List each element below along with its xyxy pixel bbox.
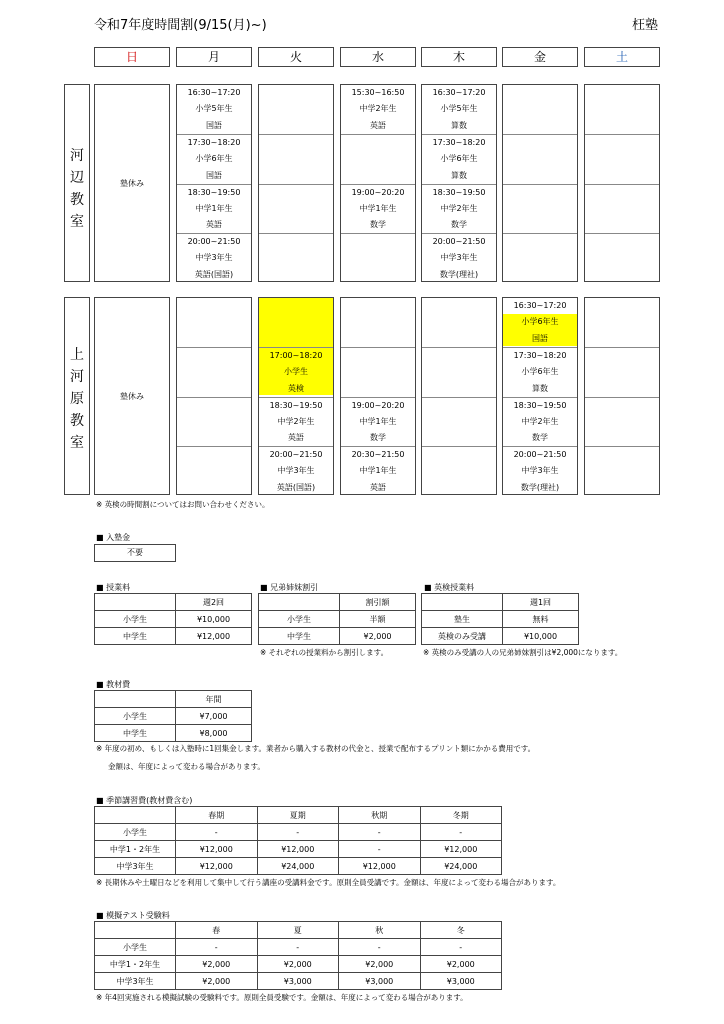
timetable-cell xyxy=(259,298,333,348)
timetable-cell xyxy=(422,446,496,496)
table-cell: ¥12,000 xyxy=(257,841,339,858)
timetable-cell xyxy=(503,233,577,283)
timetable-cell xyxy=(585,298,659,348)
materials-note-1: ※ 年度の初め、もしくは入塾時に1回集金します。業者から購入する教材の代金と、授業で配布するプリント類にかかる費用です。 xyxy=(96,744,536,753)
timetable-cell-line: 小学6年生 xyxy=(521,367,559,377)
tuition-title: ■ 授業料 xyxy=(96,583,131,592)
timetable-cell-line: 国語 xyxy=(532,333,548,343)
table-cell: 年間 xyxy=(176,691,252,708)
timetable-cell-line: 16:30~17:20 xyxy=(187,88,241,97)
timetable-cell-line: 中学1年生 xyxy=(359,416,397,426)
timetable-cell xyxy=(259,85,333,135)
timetable-cell xyxy=(177,233,251,283)
timetable-cell xyxy=(341,134,415,184)
table-cell: 小学生 xyxy=(95,611,176,628)
sibling-table xyxy=(258,593,416,645)
table-cell: ¥12,000 xyxy=(176,841,258,858)
timetable-cell-line: 算数 xyxy=(451,170,467,180)
timetable-cell xyxy=(503,397,577,447)
room-label-kawabe xyxy=(64,84,90,282)
tuition-table xyxy=(94,593,252,645)
timetable-cell xyxy=(259,233,333,283)
timetable-cell xyxy=(341,298,415,348)
timetable-cell-line: 中学2年生 xyxy=(359,104,397,114)
timetable-column xyxy=(340,84,416,282)
table-cell xyxy=(259,594,340,611)
timetable-cell-line: 中学2年生 xyxy=(521,416,559,426)
timetable-cell-line: 算数 xyxy=(451,120,467,130)
timetable-column xyxy=(176,84,252,282)
table-cell: - xyxy=(176,824,258,841)
timetable-cell-line: 算数 xyxy=(532,383,548,393)
timetable-cell-line: 数学 xyxy=(532,433,548,443)
room-name-char: 教 xyxy=(70,413,84,429)
timetable-cell xyxy=(422,298,496,348)
table-cell: ¥12,000 xyxy=(176,858,258,875)
materials-title: ■ 教材費 xyxy=(96,680,131,689)
eiken-table xyxy=(421,593,579,645)
table-cell: ¥12,000 xyxy=(339,858,421,875)
table-cell: ¥12,000 xyxy=(420,841,502,858)
table-cell: ¥2,000 xyxy=(257,956,339,973)
timetable-cell xyxy=(422,85,496,135)
table-cell: ¥24,000 xyxy=(420,858,502,875)
timetable-cell-line: 英語 xyxy=(370,120,386,130)
timetable-cell xyxy=(341,347,415,397)
table-cell: 夏 xyxy=(257,922,339,939)
timetable-cell xyxy=(503,347,577,397)
room-name-char: 教 xyxy=(70,192,84,208)
timetable-cell-line: 中学3年生 xyxy=(440,253,478,263)
table-cell: 小学生 xyxy=(259,611,340,628)
timetable-cell xyxy=(177,347,251,397)
timetable-cell-line: 15:30~16:50 xyxy=(351,88,405,97)
timetable-cell xyxy=(177,446,251,496)
table-cell: - xyxy=(339,824,421,841)
timetable-cell xyxy=(503,298,577,348)
table-cell: 小学生 xyxy=(95,824,176,841)
timetable-cell-line: 20:00~21:50 xyxy=(432,237,486,246)
table-cell: 春 xyxy=(176,922,258,939)
timetable-cell xyxy=(259,397,333,447)
table-cell: 英検のみ受講 xyxy=(422,628,503,645)
table-cell: ¥10,000 xyxy=(176,611,252,628)
table-cell: ¥2,000 xyxy=(339,956,421,973)
timetable-cell xyxy=(341,397,415,447)
table-cell: 春期 xyxy=(176,807,258,824)
table-cell: 小学生 xyxy=(95,939,176,956)
seasonal-title: ■ 季節講習費(教材費含む) xyxy=(96,796,193,805)
timetable-cell xyxy=(177,298,251,348)
timetable-cell xyxy=(585,347,659,397)
table-cell: ¥8,000 xyxy=(176,725,252,742)
eiken-note: ※ 英検のみ受講の人の兄弟姉妹割引は¥2,000になります。 xyxy=(423,648,623,657)
table-cell: 週1回 xyxy=(503,594,579,611)
timetable-cell-line: 国語 xyxy=(206,120,222,130)
timetable-cell xyxy=(177,184,251,234)
timetable-cell-line: 英語(国語) xyxy=(276,482,316,492)
timetable-column xyxy=(502,84,578,282)
timetable-cell-line: 17:30~18:20 xyxy=(513,351,567,360)
timetable-cell xyxy=(259,446,333,496)
table-cell xyxy=(95,691,176,708)
table-cell: ¥3,000 xyxy=(339,973,421,990)
day-header-mon: 月 xyxy=(176,47,252,67)
timetable-column xyxy=(258,297,334,495)
table-cell: - xyxy=(339,939,421,956)
mock-title: ■ 模擬テスト受験料 xyxy=(96,911,170,920)
timetable-cell-line: 数学 xyxy=(370,220,386,230)
table-cell: ¥10,000 xyxy=(503,628,579,645)
table-cell: ¥24,000 xyxy=(257,858,339,875)
timetable-cell xyxy=(341,184,415,234)
table-cell: ¥2,000 xyxy=(420,956,502,973)
timetable-cell-line: 18:30~19:50 xyxy=(513,400,567,410)
timetable-cell xyxy=(503,446,577,496)
room-name-char: 原 xyxy=(70,391,84,407)
timetable-cell-line: 19:00~20:20 xyxy=(351,187,405,197)
timetable-cell xyxy=(585,184,659,234)
timetable-cell-line: 20:00~21:50 xyxy=(513,450,567,459)
timetable-cell-line: 20:30~21:50 xyxy=(351,450,405,459)
table-cell: - xyxy=(420,824,502,841)
timetable-cell xyxy=(422,347,496,397)
timetable-cell-line: 数学(理社) xyxy=(520,482,560,492)
sibling-note: ※ それぞれの授業料から割引します。 xyxy=(260,648,389,657)
mock-note: ※ 年4回実施される模擬試験の受験料です。原則全員受験です。金額は、年度によって変わる場合があります。 xyxy=(96,993,468,1002)
table-cell: 無料 xyxy=(503,611,579,628)
table-cell: 冬 xyxy=(420,922,502,939)
seasonal-note: ※ 長期休みや土曜日などを利用して集中して行う講座の受講料金です。原則全員受講です。金額は、年度によって変わる場合があります。 xyxy=(96,878,561,887)
timetable-cell xyxy=(259,184,333,234)
timetable-cell xyxy=(503,85,577,135)
table-cell: - xyxy=(257,939,339,956)
room-name-char: 上 xyxy=(70,347,84,363)
table-cell: 冬期 xyxy=(420,807,502,824)
timetable-cell xyxy=(422,134,496,184)
sunday-closed-kamigawara: 塾休み xyxy=(94,297,170,495)
table-cell: 割引額 xyxy=(340,594,416,611)
table-cell: ¥7,000 xyxy=(176,708,252,725)
timetable-cell-line: 小学5年生 xyxy=(440,104,478,114)
timetable-cell xyxy=(585,134,659,184)
schedule-note: ※ 英検の時間割についてはお問い合わせください。 xyxy=(96,500,270,509)
table-cell: 中学生 xyxy=(95,628,176,645)
timetable-cell-line: 英語 xyxy=(206,220,222,230)
timetable-cell-line: 16:30~17:20 xyxy=(513,301,567,310)
table-cell xyxy=(422,594,503,611)
timetable-column xyxy=(421,297,497,495)
eiken-title: ■ 英検授業料 xyxy=(424,583,475,592)
timetable-cell-line: 小学5年生 xyxy=(195,104,233,114)
timetable-cell xyxy=(341,446,415,496)
sibling-title: ■ 兄弟姉妹割引 xyxy=(260,583,319,592)
timetable-cell-line: 小学6年生 xyxy=(440,154,478,164)
day-header-thu: 木 xyxy=(421,47,497,67)
timetable-cell-line: 17:30~18:20 xyxy=(432,138,486,147)
day-header-sun: 日 xyxy=(94,47,170,67)
timetable-cell xyxy=(259,134,333,184)
timetable-cell xyxy=(341,233,415,283)
timetable-cell-line: 18:30~19:50 xyxy=(269,400,323,410)
table-cell: 塾生 xyxy=(422,611,503,628)
table-cell xyxy=(95,922,176,939)
table-cell: 秋 xyxy=(339,922,421,939)
timetable-cell-line: 小学6年生 xyxy=(195,154,233,164)
timetable-cell-line: 中学2年生 xyxy=(277,416,315,426)
table-cell: ¥2,000 xyxy=(176,956,258,973)
table-cell: ¥3,000 xyxy=(257,973,339,990)
timetable-cell-line: 数学 xyxy=(370,433,386,443)
table-cell xyxy=(95,594,176,611)
table-cell: 中学3年生 xyxy=(95,973,176,990)
timetable-cell-line: 数学 xyxy=(451,220,467,230)
timetable-column xyxy=(584,84,660,282)
timetable-cell-line: 18:30~19:50 xyxy=(187,187,241,197)
table-cell: 中学生 xyxy=(95,725,176,742)
timetable-cell-line: 中学1年生 xyxy=(359,203,397,213)
timetable-cell-line: 中学3年生 xyxy=(521,466,559,476)
timetable-column xyxy=(340,297,416,495)
timetable-cell xyxy=(422,233,496,283)
materials-table xyxy=(94,690,252,742)
timetable-cell-line: 17:00~18:20 xyxy=(269,351,323,360)
timetable-cell xyxy=(177,397,251,447)
room-name-char: 河 xyxy=(70,148,84,164)
timetable-cell xyxy=(177,134,251,184)
timetable-column xyxy=(502,297,578,495)
timetable-cell xyxy=(503,184,577,234)
table-cell: 半額 xyxy=(340,611,416,628)
table-cell: - xyxy=(176,939,258,956)
timetable-cell-line: 中学3年生 xyxy=(195,253,233,263)
seasonal-table xyxy=(94,806,502,875)
day-header-wed: 水 xyxy=(340,47,416,67)
timetable-cell-line: 中学1年生 xyxy=(359,466,397,476)
materials-note-2: 金額は、年度によって変わる場合があります。 xyxy=(108,762,265,771)
timetable-cell-line: 小学6年生 xyxy=(521,317,559,327)
timetable-cell xyxy=(259,347,333,397)
timetable-column xyxy=(584,297,660,495)
timetable-cell-line: 20:00~21:50 xyxy=(187,237,241,246)
school-name: 枉塾 xyxy=(632,18,659,33)
table-cell: 週2回 xyxy=(176,594,252,611)
table-cell: - xyxy=(257,824,339,841)
timetable-cell xyxy=(585,446,659,496)
timetable-cell xyxy=(422,184,496,234)
table-cell: ¥3,000 xyxy=(420,973,502,990)
timetable-cell-line: 19:00~20:20 xyxy=(351,400,405,410)
timetable-column xyxy=(421,84,497,282)
timetable-cell-line: 18:30~19:50 xyxy=(432,187,486,197)
timetable-cell-line: 16:30~17:20 xyxy=(432,88,486,97)
table-cell: 中学1・2年生 xyxy=(95,956,176,973)
timetable-cell xyxy=(341,85,415,135)
table-cell: - xyxy=(420,939,502,956)
admission-value: 不要 xyxy=(94,544,176,562)
table-cell: 中学生 xyxy=(259,628,340,645)
room-name-char: 室 xyxy=(70,435,84,451)
timetable-cell xyxy=(503,134,577,184)
timetable-cell-line: 小学生 xyxy=(284,367,308,377)
table-cell: ¥2,000 xyxy=(176,973,258,990)
timetable-cell xyxy=(422,397,496,447)
timetable-cell xyxy=(177,85,251,135)
timetable-column xyxy=(258,84,334,282)
timetable-cell-line: 英語(国語) xyxy=(194,269,234,279)
timetable-cell-line: 中学3年生 xyxy=(277,466,315,476)
room-name-char: 辺 xyxy=(70,170,84,186)
table-cell: 小学生 xyxy=(95,708,176,725)
day-header-fri: 金 xyxy=(502,47,578,67)
room-name-char: 室 xyxy=(70,214,84,230)
timetable-cell-line: 中学1年生 xyxy=(195,203,233,213)
timetable-cell xyxy=(585,85,659,135)
timetable-cell xyxy=(585,397,659,447)
day-header-tue: 火 xyxy=(258,47,334,67)
table-cell: 夏期 xyxy=(257,807,339,824)
timetable-cell-line: 英検 xyxy=(288,383,304,393)
timetable-cell-line: 20:00~21:50 xyxy=(269,450,323,459)
sunday-closed-kawabe: 塾休み xyxy=(94,84,170,282)
timetable-cell-line: 数学(理社) xyxy=(439,269,479,279)
table-cell: - xyxy=(339,841,421,858)
room-label-kamigawara xyxy=(64,297,90,495)
timetable-cell-line: 17:30~18:20 xyxy=(187,138,241,147)
table-cell: 中学3年生 xyxy=(95,858,176,875)
table-cell: 中学1・2年生 xyxy=(95,841,176,858)
table-cell: ¥12,000 xyxy=(176,628,252,645)
timetable-cell-line: 英語 xyxy=(288,433,304,443)
timetable-cell xyxy=(585,233,659,283)
timetable-cell-line: 英語 xyxy=(370,482,386,492)
table-cell xyxy=(95,807,176,824)
page-title: 令和7年度時間割(9/15(月)~) xyxy=(94,18,267,33)
timetable-column xyxy=(176,297,252,495)
table-cell: 秋期 xyxy=(339,807,421,824)
table-cell: ¥2,000 xyxy=(340,628,416,645)
admission-title: ■ 入塾金 xyxy=(96,533,131,542)
room-name-char: 河 xyxy=(70,369,84,385)
timetable-cell-line: 国語 xyxy=(206,170,222,180)
timetable-cell-line: 中学2年生 xyxy=(440,203,478,213)
day-header-sat: 土 xyxy=(584,47,660,67)
mock-table xyxy=(94,921,502,990)
